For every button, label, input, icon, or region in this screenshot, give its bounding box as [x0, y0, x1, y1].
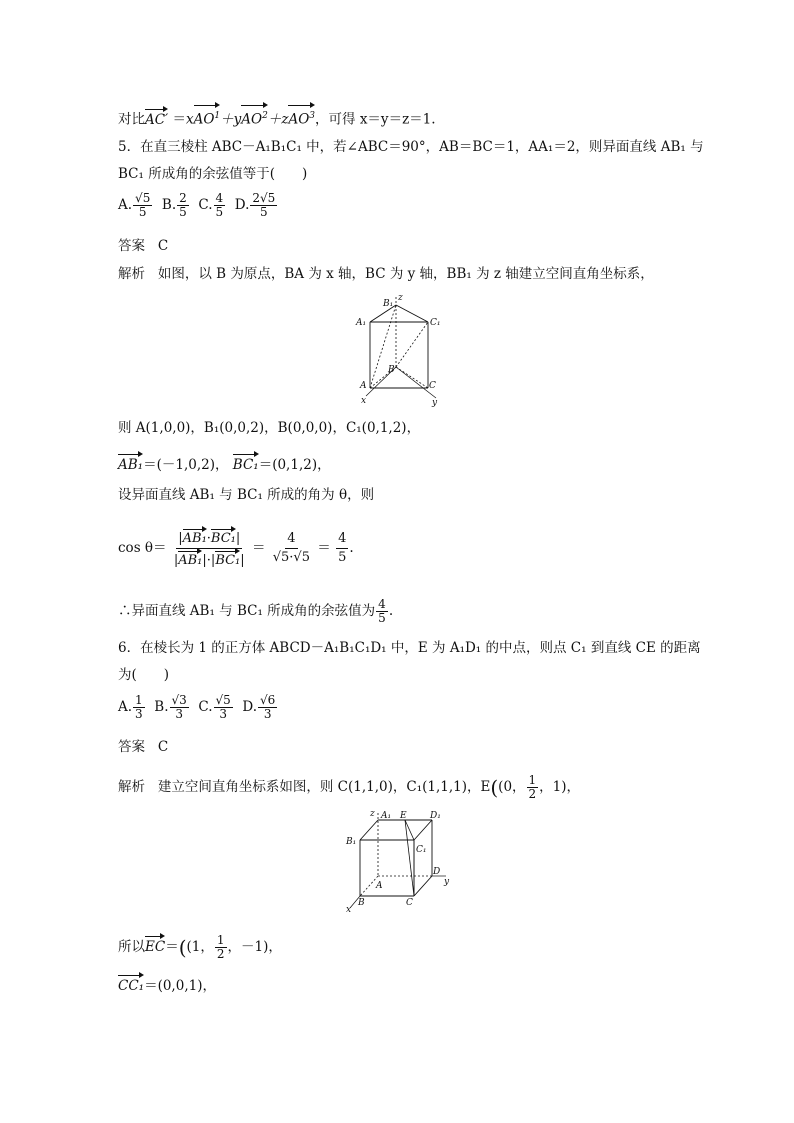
q5-option-c: $\frac{4}{5}$: [215, 191, 224, 219]
vector-comparison-line: 对比AC′ ＝xAO$^1$＋yAO$^2$＋zAO$^3$，可得 x＝y＝z＝1.: [118, 103, 436, 130]
q5-coordinates: 则 A(1,0,0)，B₁(0,0,2)，B(0,0,0)，C₁(0,1,2)，: [118, 420, 421, 436]
q6-option-b: $\frac{√3}{3}$: [171, 693, 187, 721]
q5-analysis: 解析 如图，以 B 为原点，BA 为 x 轴，BC 为 y 轴，BB₁ 为 z 轴建立空间直角坐标系，: [118, 266, 654, 282]
q6-answer: 答案 C: [118, 739, 169, 755]
q6-options: A. $\frac{1}{3}$ B. $\frac{√3}{3}$ C. $\frac{√5}{3}$ D. $\frac{√6}{3}$: [118, 693, 276, 721]
q5-stem-line2: BC₁ 所成角的余弦值等于( ): [118, 166, 308, 182]
fig1-label-b1: B₁: [383, 299, 394, 309]
q5-conclusion: ∴异面直线 AB₁ 与 BC₁ 所成角的余弦值为 $\frac{4}{5}$ .: [118, 597, 394, 625]
q6-ec-vector: 所以EC＝((1， $\frac{1}{2}$ ，－1)，: [118, 933, 282, 961]
fig2-label-b1: B₁: [346, 837, 357, 847]
q6-stem-line1: 6．在棱长为 1 的正方体 ABCD－A₁B₁C₁D₁ 中，E 为 A₁D₁ 的中点，则点 C₁ 到直线 CE 的距离: [118, 640, 701, 656]
fig2-label-x: x: [346, 905, 352, 913]
q5-option-d: $\frac{2√5}{5}$: [252, 191, 276, 219]
fig2-label-d: D: [433, 867, 441, 877]
fig2-label-c1: C₁: [416, 845, 427, 855]
vector-ao1: $AO^1$: [194, 103, 221, 130]
fig2-label-c: C: [406, 898, 413, 908]
fig2-label-d1: D₁: [430, 811, 441, 821]
q5-option-a: $\frac{√5}{5}$: [135, 191, 151, 219]
q6-option-c: $\frac{√5}{3}$: [215, 693, 231, 721]
fig1-label-c1: C₁: [430, 318, 441, 328]
vector-ac-prime: AC′: [145, 107, 168, 130]
q6-option-d: $\frac{√6}{3}$: [260, 693, 276, 721]
fig2-label-y: y: [444, 877, 450, 887]
fig1-label-z: z: [398, 293, 403, 303]
fig2-label-e: E: [400, 811, 407, 821]
q5-vectors: AB₁＝(－1,0,2)， BC₁＝(0,1,2)，: [118, 452, 331, 475]
fig2-label-b: B: [358, 898, 365, 908]
fig1-label-y: y: [432, 398, 438, 407]
fig1-label-a: A: [360, 381, 367, 391]
vector-ao3: $AO^3$: [288, 103, 315, 130]
q6-cc1-vector: CC₁＝(0,0,1)，: [118, 973, 216, 996]
vector-ao2: $AO^2$: [241, 103, 268, 130]
q6-stem-line2: 为( ): [118, 667, 170, 683]
q5-stem-line1: 5．在直三棱柱 ABC－A₁B₁C₁ 中，若∠ABC＝90°，AB＝BC＝1，AA₁＝2，则异面直线 AB₁ 与: [118, 139, 704, 155]
cube-figure: [340, 808, 460, 913]
q6-option-a: $\frac{1}{3}$: [135, 693, 143, 721]
q5-options: A. $\frac{√5}{5}$ B. $\frac{2}{5}$ C. $\frac{4}{5}$ D. $\frac{2√5}{5}$: [118, 191, 276, 219]
prism-figure: [350, 292, 450, 407]
fig1-label-b: B: [388, 365, 395, 375]
fig1-label-x: x: [361, 396, 367, 406]
fig2-label-z: z: [370, 809, 375, 819]
fig2-label-a: A: [376, 881, 383, 891]
q5-option-b: $\frac{2}{5}$: [179, 191, 187, 219]
q5-answer: 答案 C: [118, 238, 169, 254]
q5-cos-formula: cos θ＝ $\frac{\text{|AB₁·BC₁|}}{\text{|AB₁|·|BC₁|}}$ ＝ $\frac{4}{√5\cdot√5}$ ＝ $\frac{4}{5}$ .: [118, 527, 354, 570]
q6-analysis: 解析 建立空间直角坐标系如图，则 C(1,1,0)，C₁(1,1,1)，E((0， $\frac{1}{2}$ ，1)，: [118, 773, 581, 801]
fig2-label-a1: A₁: [381, 811, 392, 821]
q5-set-angle: 设异面直线 AB₁ 与 BC₁ 所成的角为 θ，则: [118, 487, 375, 503]
fig1-label-a1: A₁: [356, 318, 367, 328]
fig1-label-c: C: [429, 381, 436, 391]
